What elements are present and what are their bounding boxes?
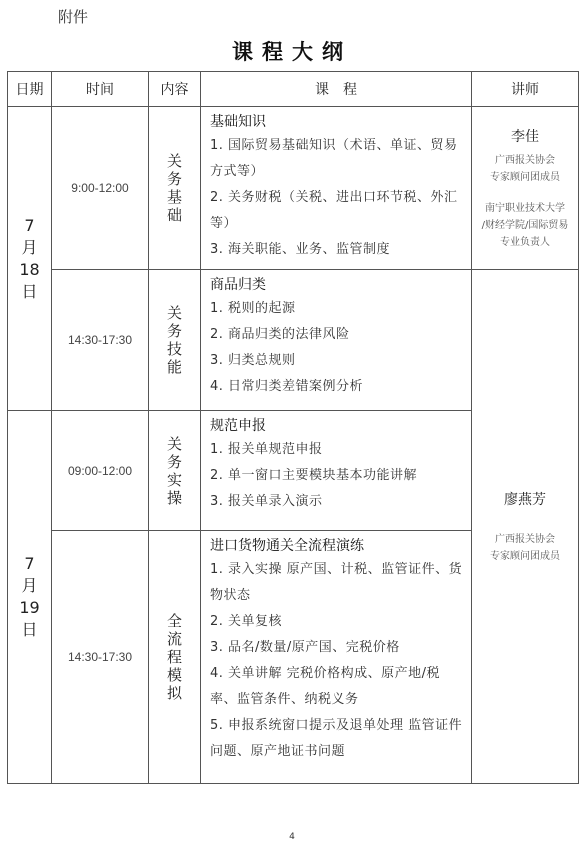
header-time: 时间 — [52, 72, 149, 107]
course-item: 3. 归类总规则 — [210, 353, 296, 368]
course-item: 4. 日常归类差错案例分析 — [210, 379, 364, 394]
lecturer-affiliation: /财经学院/国际贸易 — [481, 219, 569, 231]
course-item: 3. 报关单录入演示 — [210, 494, 323, 509]
lecturer-cell-1 — [472, 107, 579, 270]
module-cell: 全 流 程 模 拟 — [149, 531, 201, 784]
lecturer-affiliation: 专业负责人 — [500, 236, 550, 248]
course-item: 1. 国际贸易基础知识（术语、单证、贸易方式等） — [210, 138, 458, 179]
course-item: 3. 海关职能、业务、监管制度 — [210, 242, 391, 257]
table-row — [8, 270, 579, 411]
header-row — [8, 72, 579, 107]
page-number: 4 — [289, 832, 295, 842]
module-cell: 关 务 技 能 — [149, 270, 201, 411]
course-cell — [201, 107, 472, 270]
course-title: 进口货物通关全流程演练 — [210, 538, 364, 554]
course-item: 1. 录入实操 原产国、计税、监管证件、货物状态 — [210, 562, 463, 603]
module-cell: 关 务 实 操 — [149, 411, 201, 531]
course-cell — [201, 531, 472, 784]
time-cell: 14:30-17:30 — [52, 270, 149, 411]
table-row — [8, 107, 579, 270]
course-title: 商品归类 — [210, 277, 266, 293]
course-item: 1. 报关单规范申报 — [210, 442, 323, 457]
header-lecturer: 讲师 — [472, 72, 579, 107]
course-syllabus-table — [7, 71, 579, 784]
time-cell: 14:30-17:30 — [52, 531, 149, 784]
time-cell: 9:00-12:00 — [52, 107, 149, 270]
course-item: 3. 品名/数量/原产国、完税价格 — [210, 640, 400, 655]
header-course: 课 程 — [201, 72, 472, 107]
course-item: 2. 商品归类的法律风险 — [210, 327, 350, 342]
lecturer-affiliation: 专家顾问团成员 — [490, 171, 560, 183]
course-cell — [201, 270, 472, 411]
module-cell: 关 务 基 础 — [149, 107, 201, 270]
lecturer-name: 李佳 — [511, 128, 539, 145]
lecturer-affiliation: 南宁职业技术大学 — [485, 202, 565, 214]
course-cell — [201, 411, 472, 531]
course-title: 规范申报 — [210, 418, 266, 434]
lecturer-name: 廖燕芳 — [504, 491, 546, 508]
course-item: 2. 关务财税（关税、进出口环节税、外汇等） — [210, 190, 458, 231]
attachment-label: 附件 — [58, 8, 89, 26]
time-cell: 09:00-12:00 — [52, 411, 149, 531]
header-content: 内容 — [149, 72, 201, 107]
date-cell-day1: 7 月 18 日 — [8, 107, 52, 411]
lecturer-affiliation: 广西报关协会 — [495, 533, 555, 545]
course-item: 4. 关单讲解 完税价格构成、原产地/税率、监管条件、纳税义务 — [210, 666, 441, 707]
date-cell-day2: 7 月 19 日 — [8, 411, 52, 784]
lecturer-affiliation: 广西报关协会 — [495, 154, 555, 166]
lecturer-affiliation: 专家顾问团成员 — [490, 550, 560, 562]
course-item: 2. 关单复核 — [210, 614, 283, 629]
lecturer-cell-2 — [472, 270, 579, 784]
course-item: 2. 单一窗口主要模块基本功能讲解 — [210, 468, 418, 483]
document-title: 课程大纲 — [232, 40, 352, 64]
header-date: 日期 — [8, 72, 52, 107]
course-title: 基础知识 — [210, 114, 266, 130]
course-item: 5. 申报系统窗口提示及退单处理 监管证件问题、原产地证书问题 — [210, 718, 463, 759]
course-item: 1. 税则的起源 — [210, 301, 296, 316]
